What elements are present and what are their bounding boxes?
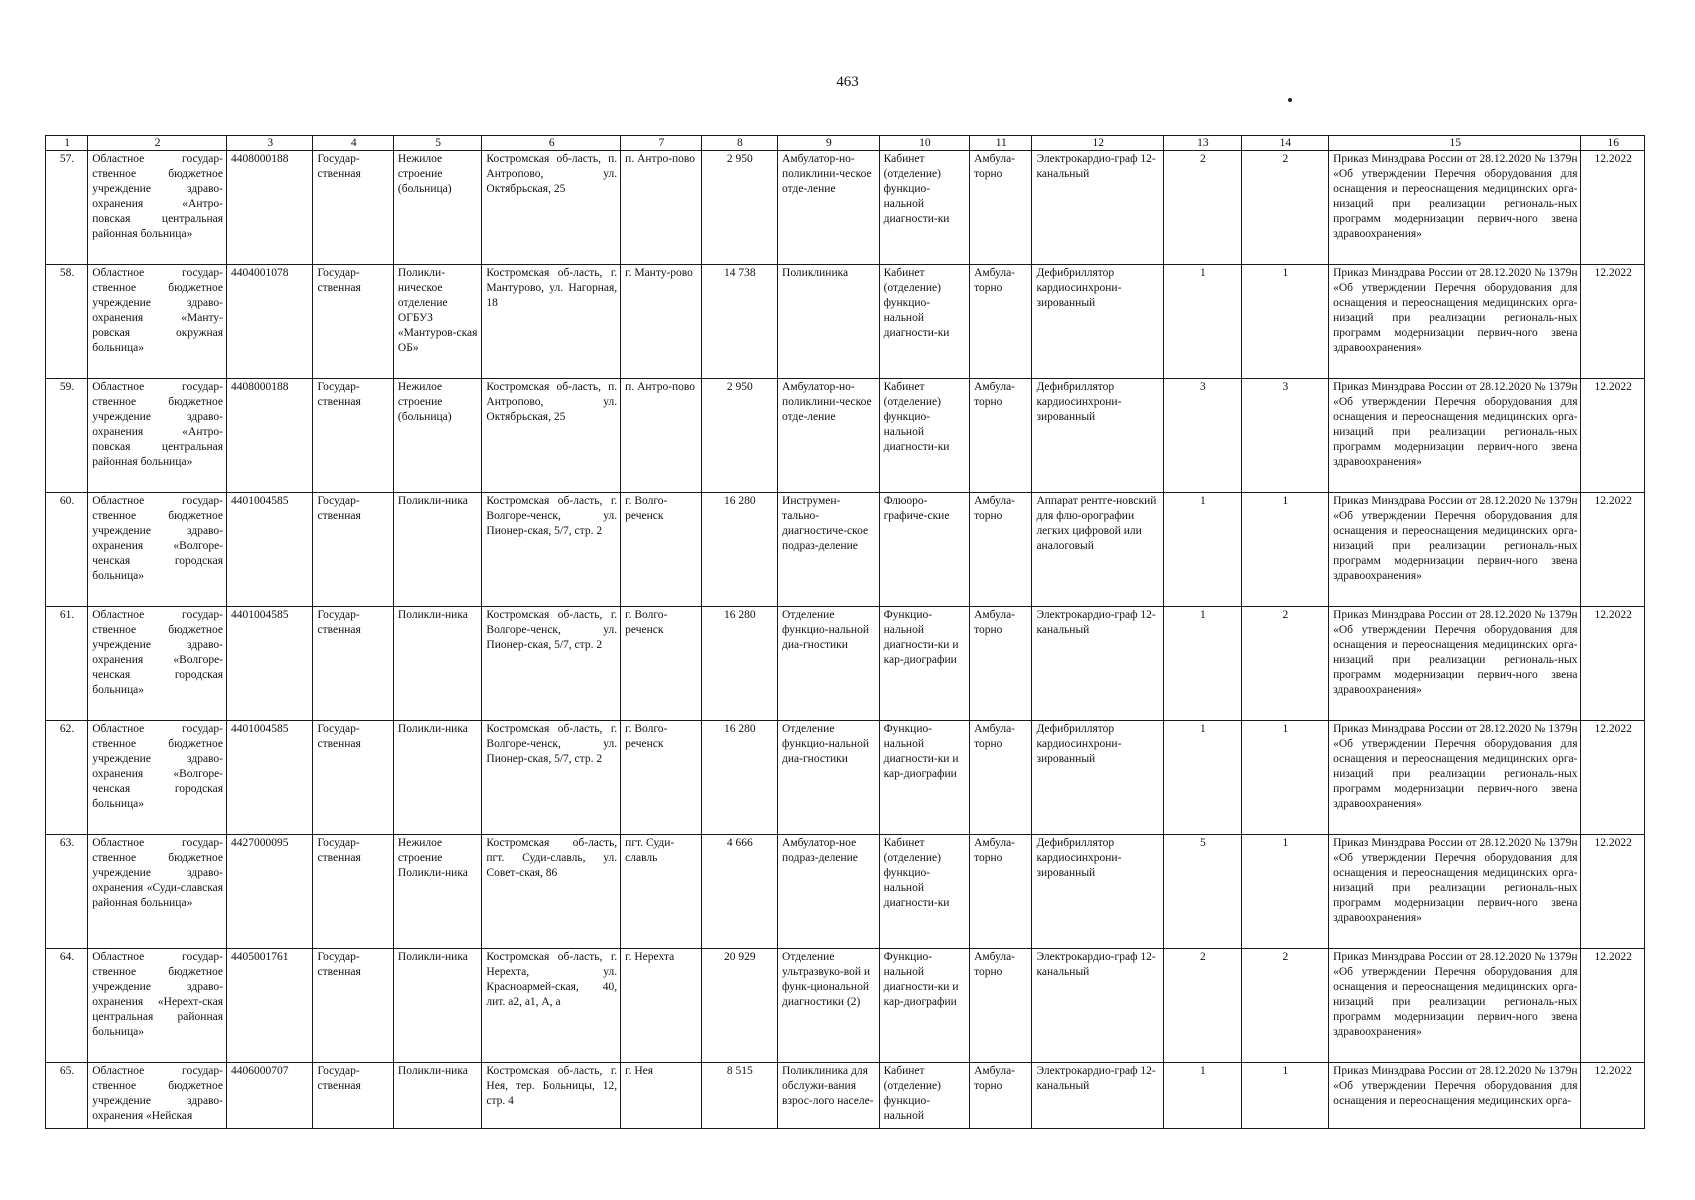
ownership-form-cell: Государ-ственная — [313, 1063, 393, 1129]
equipment-cell: Дефибриллятор кардиосинхрони-зированный — [1032, 379, 1164, 493]
row-number-cell: 58. — [46, 265, 88, 379]
header-cell: 2 — [88, 136, 227, 151]
legal-basis-cell: Приказ Минздрава России от 28.12.2020 № 1379н «Об утверждении Перечня оборудования для оснащения и переоснащения медицинских орга-низаций при реализации региональ-ных программ модернизации первич-ного звена здравоохранения» — [1329, 721, 1581, 835]
header-cell: 1 — [46, 136, 88, 151]
population-cell: 2 950 — [701, 151, 777, 265]
date-cell: 12.2022 — [1581, 151, 1645, 265]
locality-cell: г. Нея — [621, 1063, 701, 1129]
population-cell: 16 280 — [701, 721, 777, 835]
row-number-cell: 61. — [46, 607, 88, 721]
page-number: 463 — [836, 74, 859, 90]
ownership-form-cell: Государ-ственная — [313, 835, 393, 949]
cabinet-cell: Кабинет (отделение) функцио-нальной — [879, 1063, 970, 1129]
date-cell: 12.2022 — [1581, 265, 1645, 379]
address-cell: Костромская об-ласть, г. Волгоре-ченск, ул. Пионер-ская, 5/7, стр. 2 — [482, 721, 621, 835]
quantity-needed-cell: 1 — [1164, 493, 1241, 607]
equipment-cell: Электрокардио-граф 12-канальный — [1032, 949, 1164, 1063]
division-cell: Амбулатор-ное подраз-деление — [778, 835, 880, 949]
date-cell: 12.2022 — [1581, 949, 1645, 1063]
population-cell: 4 666 — [701, 835, 777, 949]
locality-cell: г. Волго-реченск — [621, 607, 701, 721]
building-type-cell: Поликли-ника — [393, 1063, 481, 1129]
legal-basis-cell: Приказ Минздрава России от 28.12.2020 № 1379н «Об утверждении Перечня оборудования для оснащения и переоснащения медицинских орга-низаций при реализации региональ-ных программ модернизации первич-ного звена здравоохранения» — [1329, 493, 1581, 607]
row-number-cell: 63. — [46, 835, 88, 949]
header-cell: 4 — [313, 136, 393, 151]
quantity-needed-cell: 3 — [1164, 379, 1241, 493]
address-cell: Костромская об-ласть, п. Антропово, ул. Октябрьская, 25 — [482, 151, 621, 265]
header-cell: 12 — [1032, 136, 1164, 151]
locality-cell: г. Волго-реченск — [621, 721, 701, 835]
division-cell: Отделение функцио-нальной диа-гностики — [778, 721, 880, 835]
equipment-cell: Электрокардио-граф 12-канальный — [1032, 151, 1164, 265]
building-type-cell: Поликли-ническое отделение ОГБУЗ «Мантуров-ская ОБ» — [393, 265, 481, 379]
ownership-form-cell: Государ-ственная — [313, 151, 393, 265]
locality-cell: п. Антро-пово — [621, 151, 701, 265]
population-cell: 2 950 — [701, 379, 777, 493]
population-cell: 16 280 — [701, 493, 777, 607]
quantity-needed-cell: 5 — [1164, 835, 1241, 949]
care-condition-cell: Амбула-торно — [970, 151, 1032, 265]
quantity-needed-cell: 1 — [1164, 1063, 1241, 1129]
cabinet-cell: Кабинет (отделение) функцио-нальной диагности-ки — [879, 835, 970, 949]
building-type-cell: Поликли-ника — [393, 607, 481, 721]
population-cell: 20 929 — [701, 949, 777, 1063]
division-cell: Инструмен-тально-диагностиче-ское подраз-деление — [778, 493, 880, 607]
quantity-planned-cell: 1 — [1241, 265, 1328, 379]
inn-cell: 4408000188 — [227, 151, 313, 265]
table-row — [46, 949, 1645, 1063]
address-cell: Костромская об-ласть, г. Волгоре-ченск, ул. Пионер-ская, 5/7, стр. 2 — [482, 493, 621, 607]
cabinet-cell: Флюоро-графиче-ские — [879, 493, 970, 607]
ownership-form-cell: Государ-ственная — [313, 607, 393, 721]
legal-basis-cell: Приказ Минздрава России от 28.12.2020 № 1379н «Об утверждении Перечня оборудования для оснащения и переоснащения медицинских орга-низаций при реализации региональ-ных программ модернизации первич-ного звена здравоохранения» — [1329, 835, 1581, 949]
organization-cell: Областное государ-ственное бюджетное учреждение здраво-охранения «Волгоре-ченская городская больница» — [88, 493, 227, 607]
organization-cell: Областное государ-ственное бюджетное учреждение здраво-охранения «Волгоре-ченская городская больница» — [88, 721, 227, 835]
organization-cell: Областное государ-ственное бюджетное учреждение здраво-охранения «Волгоре-ченская городская больница» — [88, 607, 227, 721]
table-row — [46, 835, 1645, 949]
division-cell: Отделение ультразвуко-вой и функ-циональной диагностики (2) — [778, 949, 880, 1063]
table-row — [46, 607, 1645, 721]
header-cell: 10 — [879, 136, 970, 151]
organization-cell: Областное государ-ственное бюджетное учреждение здраво-охранения «Нейская — [88, 1063, 227, 1129]
cabinet-cell: Кабинет (отделение) функцио-нальной диагности-ки — [879, 379, 970, 493]
equipment-cell: Дефибриллятор кардиосинхрони-зированный — [1032, 835, 1164, 949]
organization-cell: Областное государ-ственное бюджетное учреждение здраво-охранения «Антро-повская центральная районная больница» — [88, 151, 227, 265]
population-cell: 16 280 — [701, 607, 777, 721]
table-row — [46, 1063, 1645, 1129]
table-row — [46, 151, 1645, 265]
stray-dot — [1288, 98, 1292, 102]
building-type-cell: Поликли-ника — [393, 949, 481, 1063]
header-cell: 15 — [1329, 136, 1581, 151]
care-condition-cell: Амбула-торно — [970, 949, 1032, 1063]
legal-basis-cell: Приказ Минздрава России от 28.12.2020 № 1379н «Об утверждении Перечня оборудования для оснащения и переоснащения медицинских орга-низаций при реализации региональ-ных программ модернизации первич-ного звена здравоохранения» — [1329, 151, 1581, 265]
header-cell: 14 — [1241, 136, 1328, 151]
ownership-form-cell: Государ-ственная — [313, 493, 393, 607]
cabinet-cell: Функцио-нальной диагности-ки и кар-диографии — [879, 949, 970, 1063]
organization-cell: Областное государ-ственное бюджетное учреждение здраво-охранения «Манту-ровская окружная больница» — [88, 265, 227, 379]
inn-cell: 4404001078 — [227, 265, 313, 379]
legal-basis-cell: Приказ Минздрава России от 28.12.2020 № 1379н «Об утверждении Перечня оборудования для оснащения и переоснащения медицинских орга-низаций при реализации региональ-ных программ модернизации первич-ного звена здравоохранения» — [1329, 949, 1581, 1063]
header-cell: 13 — [1164, 136, 1241, 151]
quantity-planned-cell: 1 — [1241, 1063, 1328, 1129]
organization-cell: Областное государ-ственное бюджетное учреждение здраво-охранения «Антро-повская центральная районная больница» — [88, 379, 227, 493]
division-cell: Поликлиника для обслужи-вания взрос-лого населе- — [778, 1063, 880, 1129]
address-cell: Костромская об-ласть, г. Нея, тер. Больницы, 12, стр. 4 — [482, 1063, 621, 1129]
care-condition-cell: Амбула-торно — [970, 1063, 1032, 1129]
header-cell: 11 — [970, 136, 1032, 151]
ownership-form-cell: Государ-ственная — [313, 721, 393, 835]
header-cell: 8 — [701, 136, 777, 151]
legal-basis-cell: Приказ Минздрава России от 28.12.2020 № 1379н «Об утверждении Перечня оборудования для оснащения и переоснащения медицинских орга-низаций при реализации региональ-ных программ модернизации первич-ного звена здравоохранения» — [1329, 265, 1581, 379]
legal-basis-cell: Приказ Минздрава России от 28.12.2020 № 1379н «Об утверждении Перечня оборудования для оснащения и переоснащения медицинских орга- — [1329, 1063, 1581, 1129]
division-cell: Амбулатор-но-поликлини-ческое отде-ление — [778, 151, 880, 265]
locality-cell: г. Нерехта — [621, 949, 701, 1063]
cabinet-cell: Функцио-нальной диагности-ки и кар-диографии — [879, 721, 970, 835]
cabinet-cell: Функцио-нальной диагности-ки и кар-диографии — [879, 607, 970, 721]
address-cell: Костромская об-ласть, г. Волгоре-ченск, ул. Пионер-ская, 5/7, стр. 2 — [482, 607, 621, 721]
locality-cell: п. Антро-пово — [621, 379, 701, 493]
care-condition-cell: Амбула-торно — [970, 265, 1032, 379]
header-row — [46, 136, 1645, 151]
address-cell: Костромская об-ласть, г. Мантурово, ул. Нагорная, 18 — [482, 265, 621, 379]
address-cell: Костромская об-ласть, г. Нерехта, ул. Красноармей-ская, 40, лит. а2, а1, А, а — [482, 949, 621, 1063]
quantity-planned-cell: 1 — [1241, 835, 1328, 949]
row-number-cell: 60. — [46, 493, 88, 607]
cabinet-cell: Кабинет (отделение) функцио-нальной диагности-ки — [879, 265, 970, 379]
division-cell: Поликлиника — [778, 265, 880, 379]
quantity-needed-cell: 1 — [1164, 607, 1241, 721]
ownership-form-cell: Государ-ственная — [313, 949, 393, 1063]
quantity-needed-cell: 2 — [1164, 949, 1241, 1063]
row-number-cell: 65. — [46, 1063, 88, 1129]
date-cell: 12.2022 — [1581, 721, 1645, 835]
care-condition-cell: Амбула-торно — [970, 721, 1032, 835]
inn-cell: 4408000188 — [227, 379, 313, 493]
header-cell: 5 — [393, 136, 481, 151]
date-cell: 12.2022 — [1581, 1063, 1645, 1129]
quantity-planned-cell: 3 — [1241, 379, 1328, 493]
organization-cell: Областное государ-ственное бюджетное учреждение здраво-охранения «Суди-славская районная больница» — [88, 835, 227, 949]
ownership-form-cell: Государ-ственная — [313, 379, 393, 493]
header-cell: 7 — [621, 136, 701, 151]
care-condition-cell: Амбула-торно — [970, 493, 1032, 607]
address-cell: Костромская об-ласть, п. Антропово, ул. Октябрьская, 25 — [482, 379, 621, 493]
inn-cell: 4427000095 — [227, 835, 313, 949]
equipment-table — [45, 135, 1645, 1129]
ownership-form-cell: Государ-ственная — [313, 265, 393, 379]
quantity-planned-cell: 1 — [1241, 721, 1328, 835]
population-cell: 14 738 — [701, 265, 777, 379]
header-cell: 3 — [227, 136, 313, 151]
quantity-planned-cell: 1 — [1241, 493, 1328, 607]
equipment-cell: Дефибриллятор кардиосинхрони-зированный — [1032, 721, 1164, 835]
date-cell: 12.2022 — [1581, 493, 1645, 607]
quantity-planned-cell: 2 — [1241, 151, 1328, 265]
locality-cell: пгт. Суди-славль — [621, 835, 701, 949]
inn-cell: 4406000707 — [227, 1063, 313, 1129]
header-cell: 16 — [1581, 136, 1645, 151]
building-type-cell: Поликли-ника — [393, 721, 481, 835]
date-cell: 12.2022 — [1581, 379, 1645, 493]
legal-basis-cell: Приказ Минздрава России от 28.12.2020 № 1379н «Об утверждении Перечня оборудования для оснащения и переоснащения медицинских орга-низаций при реализации региональ-ных программ модернизации первич-ного звена здравоохранения» — [1329, 607, 1581, 721]
quantity-needed-cell: 1 — [1164, 721, 1241, 835]
organization-cell: Областное государ-ственное бюджетное учреждение здраво-охранения «Нерехт-ская центральная районная больница» — [88, 949, 227, 1063]
cabinet-cell: Кабинет (отделение) функцио-нальной диагности-ки — [879, 151, 970, 265]
row-number-cell: 64. — [46, 949, 88, 1063]
building-type-cell: Нежилое строение (больница) — [393, 151, 481, 265]
population-cell: 8 515 — [701, 1063, 777, 1129]
table-row — [46, 493, 1645, 607]
division-cell: Отделение функцио-нальной диа-гностики — [778, 607, 880, 721]
quantity-needed-cell: 2 — [1164, 151, 1241, 265]
date-cell: 12.2022 — [1581, 607, 1645, 721]
header-cell: 6 — [482, 136, 621, 151]
inn-cell: 4401004585 — [227, 721, 313, 835]
row-number-cell: 57. — [46, 151, 88, 265]
locality-cell: г. Волго-реченск — [621, 493, 701, 607]
division-cell: Амбулатор-но-поликлини-ческое отде-ление — [778, 379, 880, 493]
inn-cell: 4401004585 — [227, 607, 313, 721]
table-row — [46, 721, 1645, 835]
row-number-cell: 62. — [46, 721, 88, 835]
equipment-cell: Дефибриллятор кардиосинхрони-зированный — [1032, 265, 1164, 379]
header-cell: 9 — [778, 136, 880, 151]
equipment-cell: Электрокардио-граф 12-канальный — [1032, 1063, 1164, 1129]
building-type-cell: Поликли-ника — [393, 493, 481, 607]
inn-cell: 4405001761 — [227, 949, 313, 1063]
quantity-needed-cell: 1 — [1164, 265, 1241, 379]
table-row — [46, 379, 1645, 493]
equipment-cell: Электрокардио-граф 12-канальный — [1032, 607, 1164, 721]
care-condition-cell: Амбула-торно — [970, 379, 1032, 493]
building-type-cell: Нежилое строение (больница) — [393, 379, 481, 493]
care-condition-cell: Амбула-торно — [970, 835, 1032, 949]
table-row — [46, 265, 1645, 379]
locality-cell: г. Манту-рово — [621, 265, 701, 379]
legal-basis-cell: Приказ Минздрава России от 28.12.2020 № 1379н «Об утверждении Перечня оборудования для оснащения и переоснащения медицинских орга-низаций при реализации региональ-ных программ модернизации первич-ного звена здравоохранения» — [1329, 379, 1581, 493]
care-condition-cell: Амбула-торно — [970, 607, 1032, 721]
equipment-cell: Аппарат рентге-новский для флю-орографии легких цифровой или аналоговый — [1032, 493, 1164, 607]
inn-cell: 4401004585 — [227, 493, 313, 607]
quantity-planned-cell: 2 — [1241, 949, 1328, 1063]
date-cell: 12.2022 — [1581, 835, 1645, 949]
building-type-cell: Нежилое строение Поликли-ника — [393, 835, 481, 949]
quantity-planned-cell: 2 — [1241, 607, 1328, 721]
row-number-cell: 59. — [46, 379, 88, 493]
address-cell: Костромская об-ласть, пгт. Суди-славль, ул. Совет-ская, 86 — [482, 835, 621, 949]
